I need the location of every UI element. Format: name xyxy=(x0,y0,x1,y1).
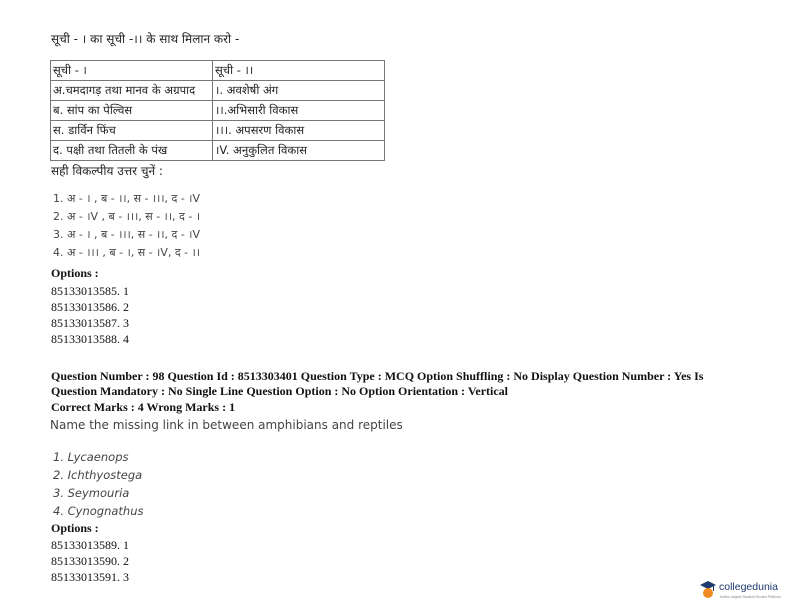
list-item: 2. Ichthyostega xyxy=(53,468,143,482)
question1-choices xyxy=(53,190,200,262)
logo-name: collegedunia xyxy=(719,581,778,593)
question1-instruction: सूची - । का सूची -।। के साथ मिलान करो - xyxy=(51,32,240,46)
table-cell: अ.चमदागड़ तथा मानव के अग्रपाद xyxy=(51,81,213,101)
option-line: 85133013587. 3 xyxy=(51,316,129,330)
option-line: 85133013586. 2 xyxy=(51,300,129,314)
list-item: 4. अ - ।।। , ब - ।, स - ।V, द - ।। xyxy=(53,246,200,259)
table-cell: ब. सांप का पेल्विस xyxy=(51,101,213,121)
list-item: 1. Lycaenops xyxy=(53,450,129,464)
table-row xyxy=(51,141,385,161)
table-cell: सूची - । xyxy=(51,61,213,81)
option-line: 85133013585. 1 xyxy=(51,284,129,298)
option-line: 85133013590. 2 xyxy=(51,554,129,568)
list-item: 1. अ - । , ब - ।।, स - ।।।, द - ।V xyxy=(53,192,200,205)
option-line: 85133013588. 4 xyxy=(51,332,129,346)
question2-text: Name the missing link in between amphibians and reptiles xyxy=(50,418,403,432)
table-cell: ।V. अनुकुलित विकास xyxy=(213,141,385,161)
table-row xyxy=(51,121,385,141)
option-line: 85133013589. 1 xyxy=(51,538,129,552)
list-item: 3. अ - । , ब - ।।।, स - ।।, द - ।V xyxy=(53,228,200,241)
answer-prompt: सही विकल्पीय उत्तर चुनें : xyxy=(51,164,163,178)
option-line: 85133013591. 3 xyxy=(51,570,129,584)
graduate-cap-icon xyxy=(699,580,717,602)
table-cell: स. डार्विन फिंच xyxy=(51,121,213,141)
list-item: 4. Cynognathus xyxy=(53,504,144,518)
logo-tagline: India's largest Student Review Platform xyxy=(720,595,781,599)
table-cell: सूची - ।। xyxy=(213,61,385,81)
options-label: Options : xyxy=(51,521,99,535)
list-item: 3. Seymouria xyxy=(53,486,130,500)
table-cell: ।. अवशेषी अंग xyxy=(213,81,385,101)
match-table xyxy=(50,60,385,161)
question2-choices xyxy=(53,448,144,520)
options-label: Options : xyxy=(51,266,99,280)
table-row xyxy=(51,81,385,101)
table-cell: ।।.अभिसारी विकास xyxy=(213,101,385,121)
table-cell: द. पक्षी तथा तितली के पंख xyxy=(51,141,213,161)
table-cell: ।।।. अपसरण विकास xyxy=(213,121,385,141)
collegedunia-logo xyxy=(699,580,791,604)
table-row xyxy=(51,61,385,81)
question-metadata: Question Number : 98 Question Id : 8513303401 Question Type : MCQ Option Shuffling : No Display Question Number : Yes Is Question Mandatory : No Single Line Question Option : No Option Orientation : Vertical xyxy=(51,369,704,398)
table-row xyxy=(51,101,385,121)
marks-line: Correct Marks : 4 Wrong Marks : 1 xyxy=(51,400,236,414)
list-item: 2. अ - ।V , ब - ।।।, स - ।।, द - । xyxy=(53,210,200,223)
